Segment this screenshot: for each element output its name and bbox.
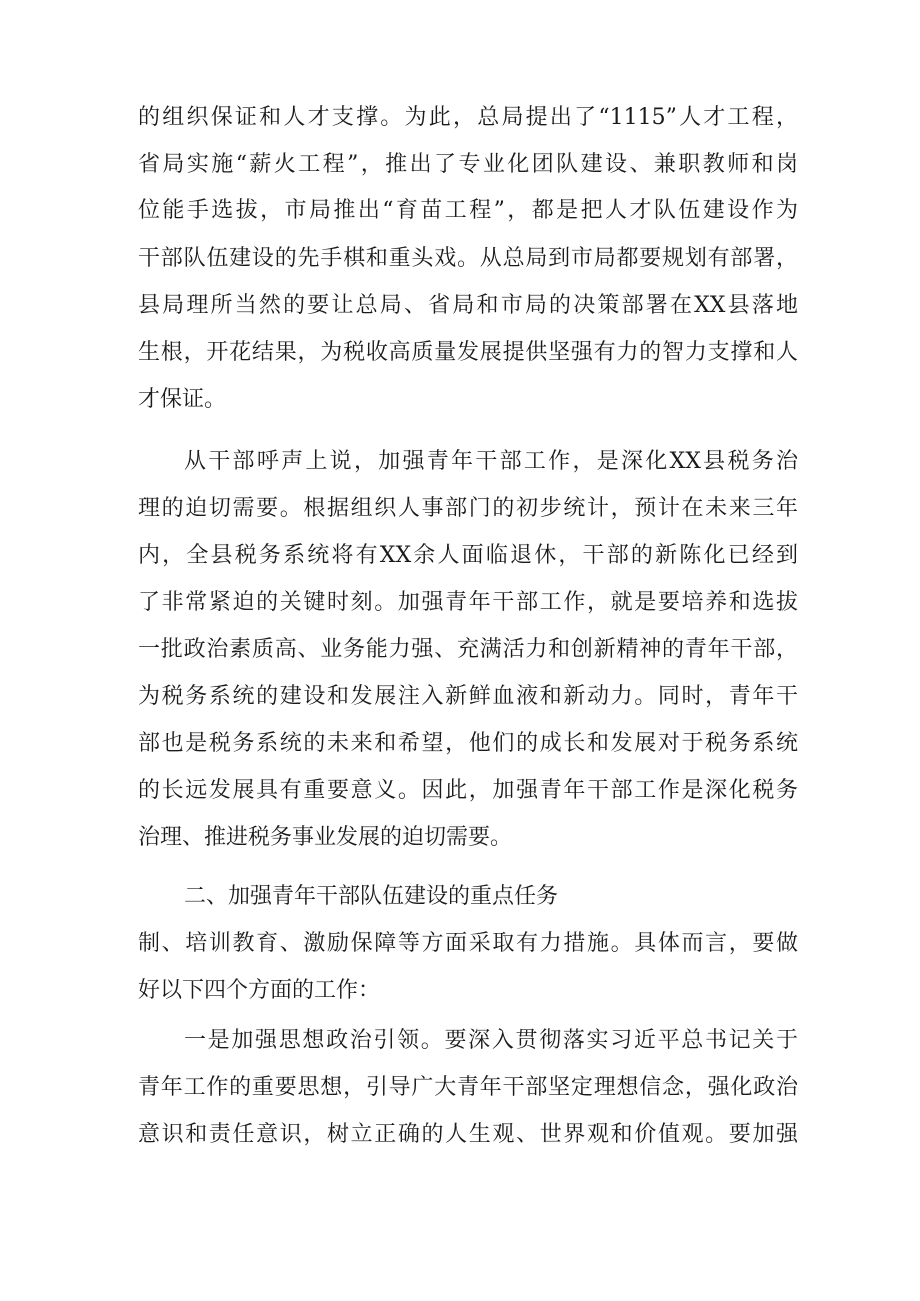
text-line: 的组织保证和人才支撑。为此，总局提出了“1115”人才工程， — [138, 105, 798, 130]
text-line: 一是加强思想政治引领。要深入贯彻落实习近平总书记关于 — [184, 1028, 798, 1053]
text-line: 才保证。 — [138, 387, 227, 412]
text-line: 了非常紧迫的关键时刻。加强青年干部工作，就是要培养和选拔 — [138, 590, 798, 615]
text-line: 的长远发展具有重要意义。因此，加强青年干部工作是深化税务 — [138, 778, 798, 803]
section-heading: 二、加强青年干部队伍建设的重点任务 — [184, 884, 559, 909]
text-line: 青年工作的重要思想，引导广大青年干部坚定理想信念，强化政治 — [138, 1075, 798, 1100]
text-line: 理的迫切需要。根据组织人事部门的初步统计，预计在未来三年 — [138, 496, 798, 521]
text-line: 制、培训教育、激励保障等方面采取有力措施。具体而言，要做 — [138, 931, 798, 956]
text-line: 一批政治素质高、业务能力强、充满活力和创新精神的青年干部， — [138, 637, 798, 662]
text-line: 从干部呼声上说，加强青年干部工作，是深化XX县税务治 — [184, 449, 798, 474]
text-line: 好以下四个方面的工作： — [138, 978, 381, 1003]
text-line: 内，全县税务系统将有XX余人面临退休，干部的新陈化已经到 — [138, 543, 798, 568]
text-line: 省局实施“薪火工程”，推出了专业化团队建设、兼职教师和岗 — [138, 152, 798, 177]
text-line: 治理、推进税务事业发展的迫切需要。 — [138, 825, 513, 850]
text-line: 生根，开花结果，为税收高质量发展提供坚强有力的智力支撑和人 — [138, 340, 798, 365]
text-line: 部也是税务系统的未来和希望，他们的成长和发展对于税务系统 — [138, 731, 798, 756]
text-line: 干部队伍建设的先手棋和重头戏。从总局到市局都要规划有部署， — [138, 246, 798, 271]
text-line: 为税务系统的建设和发展注入新鲜血液和新动力。同时，青年干 — [138, 684, 798, 709]
text-line: 县局理所当然的要让总局、省局和市局的决策部署在XX县落地 — [138, 293, 798, 318]
text-line: 位能手选拔，市局推出“育苗工程”，都是把人才队伍建设作为 — [138, 198, 798, 223]
text-line: 意识和责任意识，树立正确的人生观、世界观和价值观。要加强 — [138, 1122, 798, 1147]
